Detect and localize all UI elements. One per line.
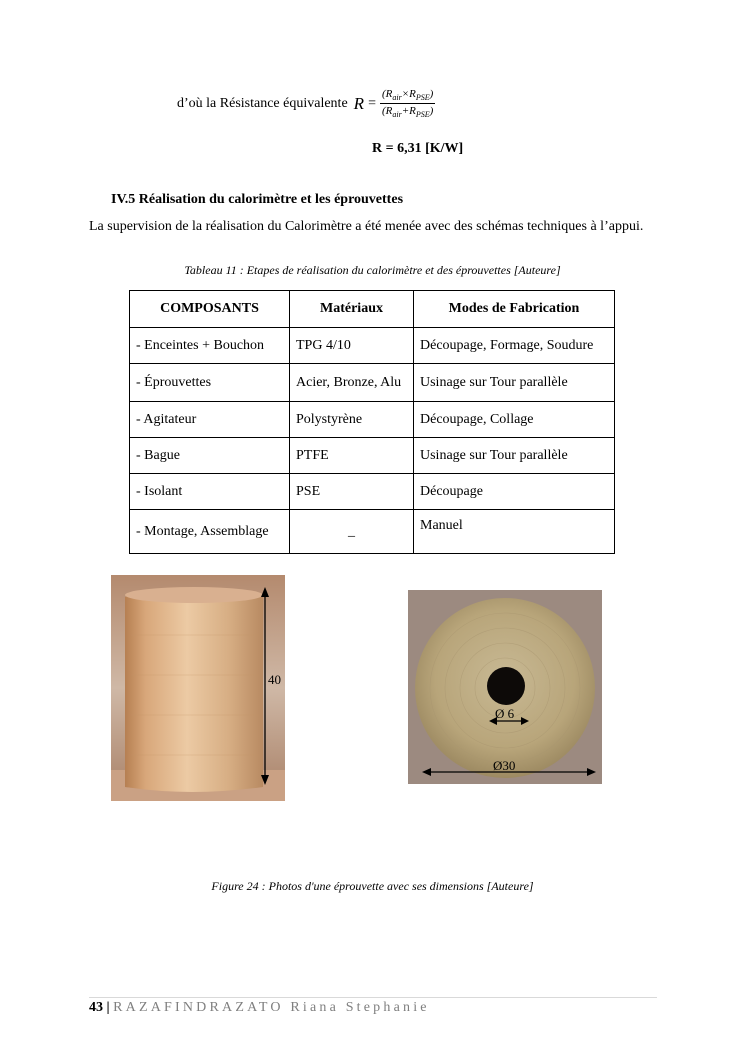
table-cell: - Agitateur [130,402,290,438]
footer-divider [89,997,657,998]
table-header: Modes de Fabrication [414,291,615,328]
body-paragraph: La supervision de la réalisation du Calorimètre a été menée avec des schémas techniques à l’appui. [89,219,644,234]
formula-numerator: $(R_{air}\times R_{PSE})$ [381,88,434,103]
equivalent-resistance-formula [177,88,435,119]
table-cell: - Éprouvettes [130,364,290,402]
section-title: IV.5 Réalisation du calorimètre et les éprouvettes [111,192,404,207]
table-caption: Tableau 11 : Etapes de réalisation du calorimètre et des éprouvettes [Auteure] [184,263,561,277]
table-cell: Découpage, Formage, Soudure [414,328,615,364]
table-cell: - Bague [130,438,290,474]
table-cell: - Enceintes + Bouchon [130,328,290,364]
table-row [130,438,615,474]
table-cell: Usinage sur Tour parallèle [414,364,615,402]
figure-caption: Figure 24 : Photos d'une éprouvette avec ses dimensions [Auteure] [211,879,534,893]
table-row [130,402,615,438]
page-footer [89,1000,430,1016]
fabrication-table [129,290,615,554]
table-cell: _ [290,510,414,554]
formula-fraction [380,88,435,119]
outer-diameter-label: Ø30 [493,758,516,773]
table-cell: PSE [290,474,414,510]
table-header-row [130,291,615,328]
table-cell: Découpage, Collage [414,402,615,438]
table-cell: - Isolant [130,474,290,510]
table-row [130,364,615,402]
table-cell: Acier, Bronze, Alu [290,364,414,402]
table-row [130,474,615,510]
formula-denominator: $(R_{air}+R_{PSE})$ [381,105,434,120]
table-cell: Usinage sur Tour parallèle [414,438,615,474]
table-cell: Manuel [414,510,615,554]
table-cell: PTFE [290,438,414,474]
footer-author: RAZAFINDRAZATO Riana Stephanie [113,1000,430,1015]
table-row [130,328,615,364]
table-header: COMPOSANTS [130,291,290,328]
inner-diameter-label: Ø 6 [495,706,515,721]
specimen-side-photo [111,575,285,801]
formula-lead-text: d’où la Résistance équivalente [177,95,348,111]
table-cell: - Montage, Assemblage [130,510,290,554]
table-header: Matériaux [290,291,414,328]
page-number: 43 [89,1000,103,1015]
specimen-end-photo [408,590,602,784]
table-cell: TPG 4/10 [290,328,414,364]
height-dimension-label: 40 [268,672,281,687]
footer-separator: | [106,1000,110,1015]
table-row [130,510,615,554]
table-cell: Découpage [414,474,615,510]
table-cell: Polystyrène [290,402,414,438]
formula-symbol: R [353,93,365,113]
resistance-result: R = 6,31 [K/W] [372,141,464,156]
formula-equals: = [368,95,376,111]
